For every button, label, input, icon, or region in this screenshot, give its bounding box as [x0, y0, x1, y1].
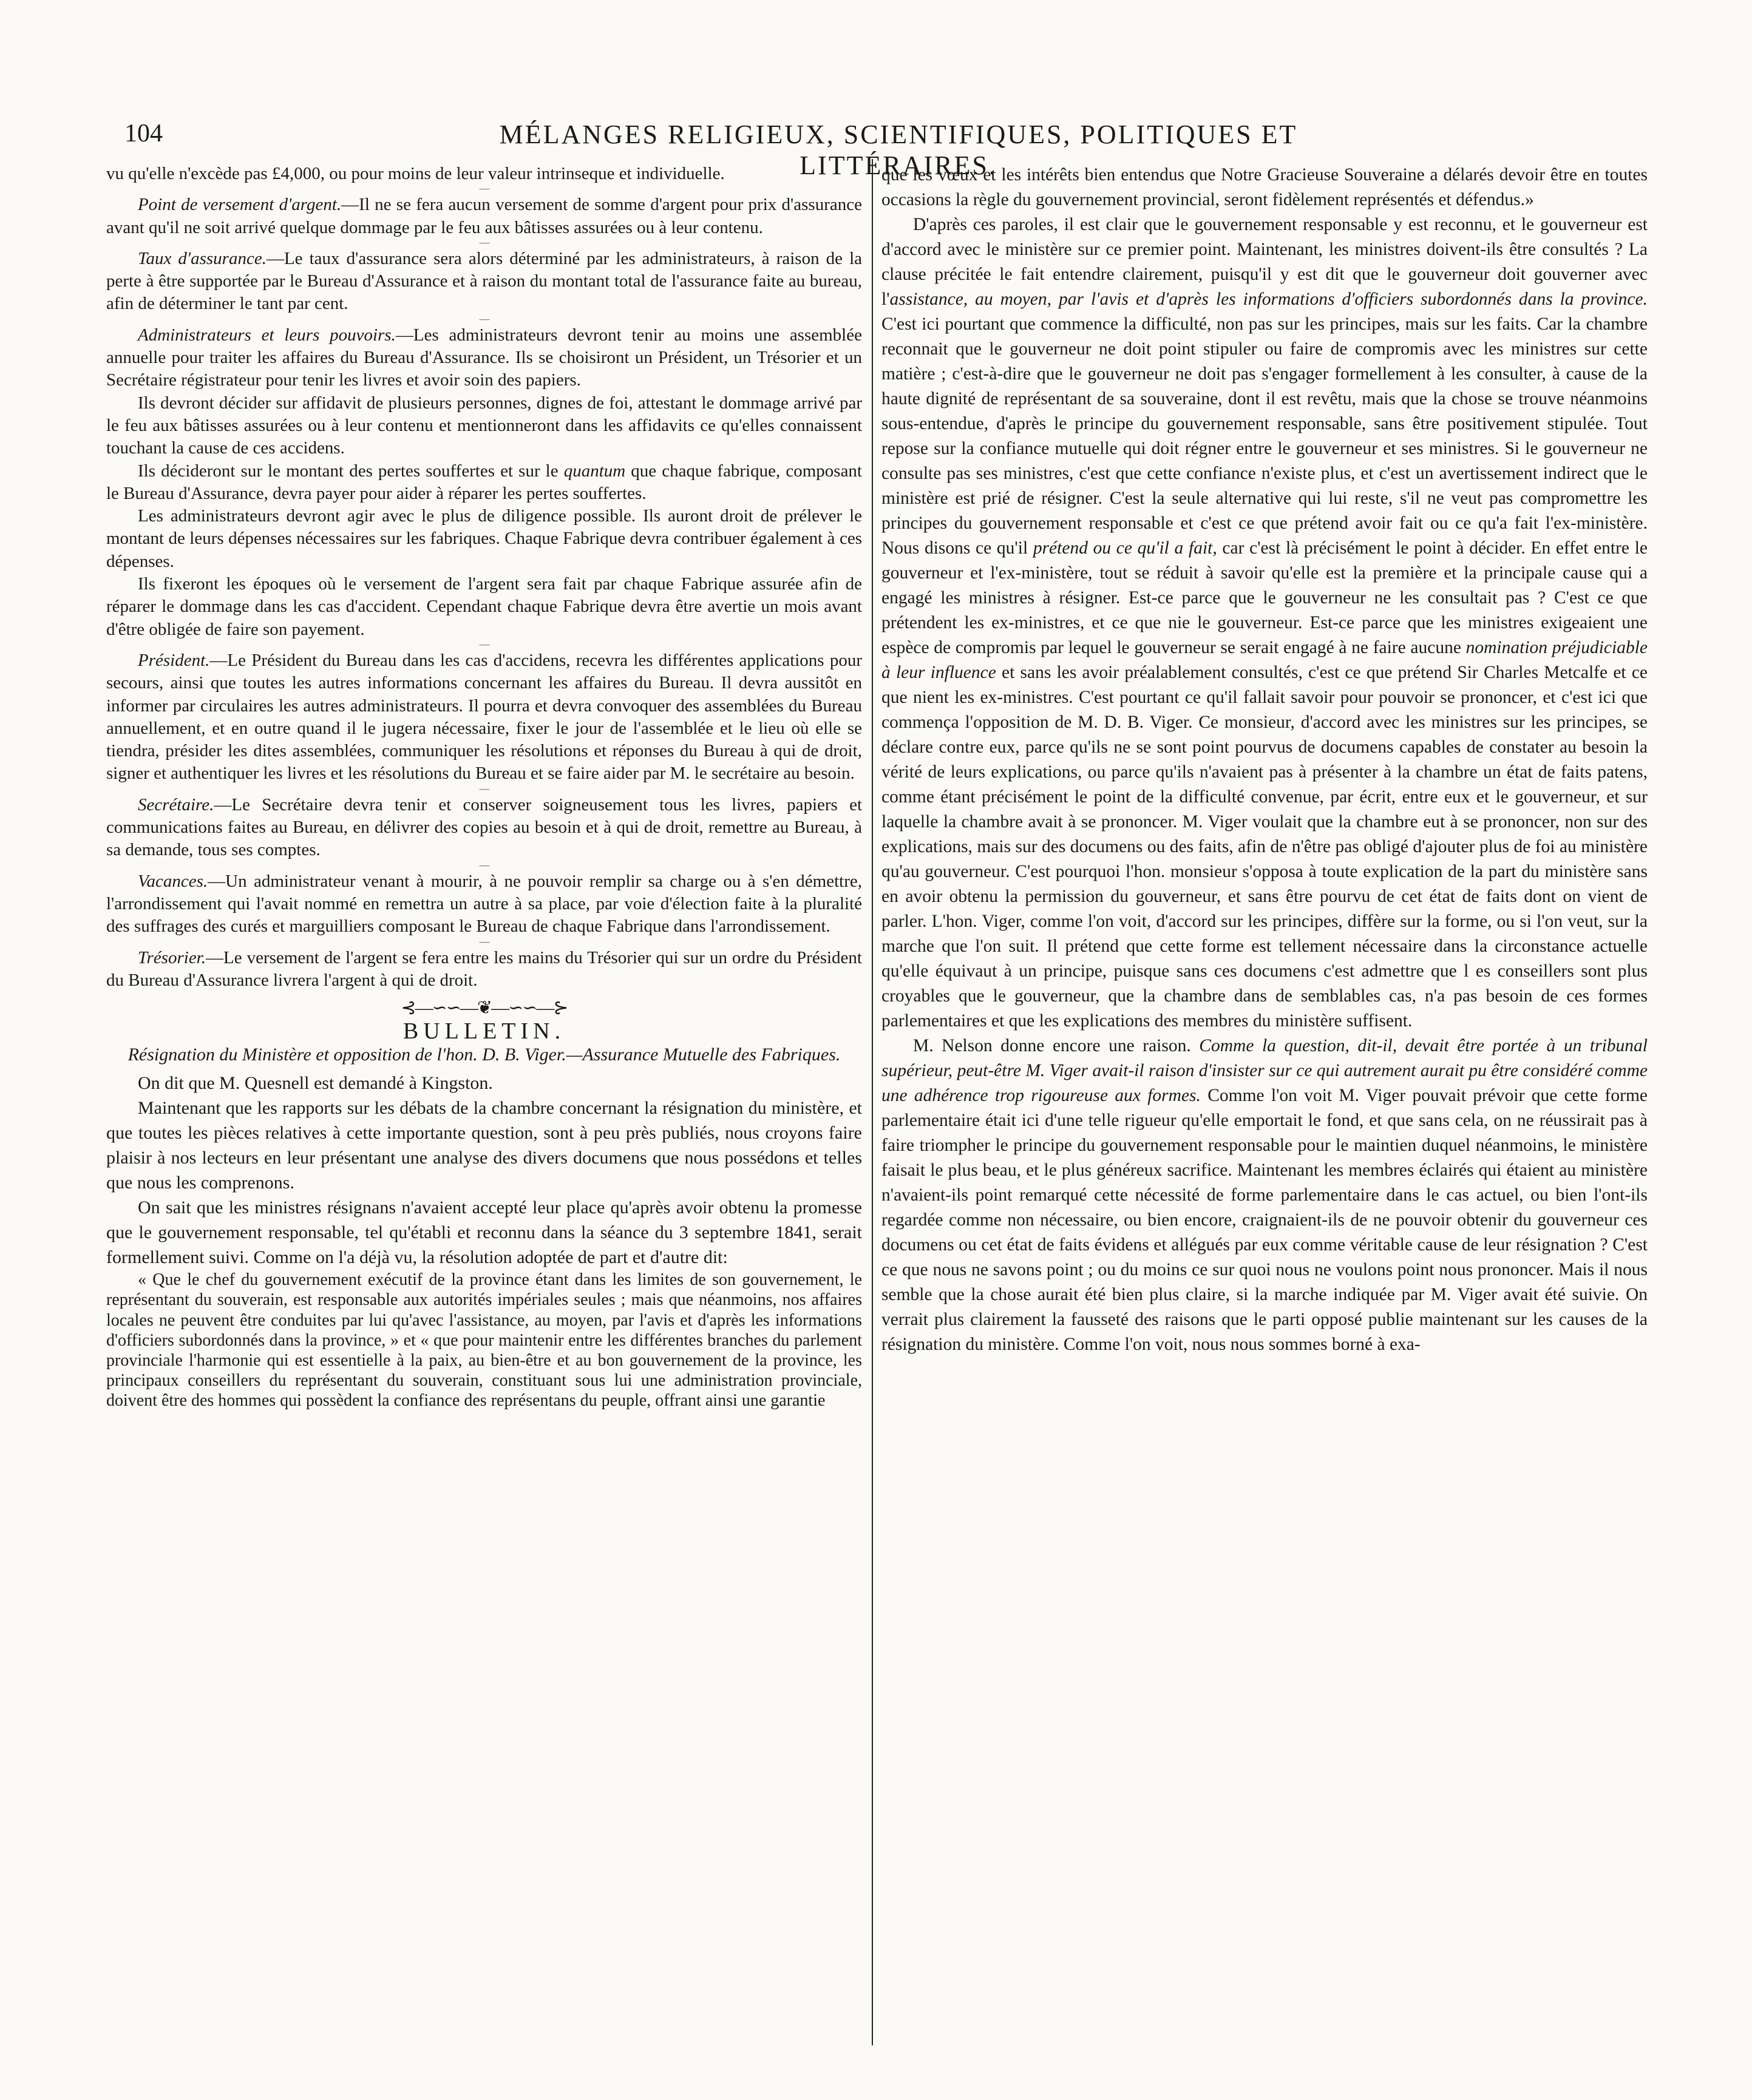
text-run: car c'est là précisément le point à décider. En effet entre le gouverneur et l'ex-ministère, tout se réduit à savoir qu'elle est la première et la principale cause qui a engagé les ministres à résigner. Est-ce parce que le gouverneur ne les consultait pas ? C'est ce que prétendent les ex-ministres, et ce que nie le gouverneur. Est-ce parce que les ministres exigeaient une espèce de compromis par lequel le gouverneur se serait engagé à ne faire aucune — [881, 538, 1648, 657]
separator — [106, 862, 862, 870]
section-text: —Les administrateurs devront tenir au moins une assemblée annuelle pour traiter les affaires du Bureau d'Assurance. Ils se choisiront un Président, un Trésorier et un Secrétaire régistrateur pour tenir les livres et avoir soin des papiers. — [106, 325, 862, 390]
text-run: et sans les avoir préalablement consultés, c'est ce que prétend Sir Charles Metcalfe et ce que nient les ex-ministres. C'est pourtant ce qu'il fallait savoir pour pouvoir se prononcer, et c'est ici que commença l'opposition de M. D. B. Viger. Ce monsieur, d'accord avec les ministres sur les principes, se déclare contre eux, parce qu'ils ne se sont point pourvus de documens capables de constater au besoin la vérité de leurs explications, ou parce qu'ils n'avaient pas à présenter à la chambre un état de faits patens, comme étant précisément le point de la difficulté convenue, par écrit, entre eux et le gouverneur, et sur laquelle la chambre avait à se prononcer. M. Viger voulait que la chambre eut à se prononcer, non sur des explications, mais sur des documens ou des faits, afin de n'être pas obligé d'ajouter plus de foi au ministère qu'au gouverneur. C'est pourquoi l'hon. monsieur s'opposa à toute explication de la part du ministère sans en avoir obtenu la permission du gouverneur, et sans être pourvu de cet état de faits dont on vient de parler. L'hon. Viger, comme l'on voit, d'accord sur les principes, diffère sur la forme, ou si l'on veut, sur la marche que l'on suit. Il prétend que cette forme est tellement nécessaire dans la circonstance actuelle qu'elle équivaut à un principe, puisque sans ces documens c'est admettre que l es conseillers sont plus croyables que le gouverneur, que la chambre dans de semblables cas, n'a pas besoin de ces formes parlementaires et que les explications des membres du ministère suffisent. — [881, 663, 1648, 1031]
separator — [106, 641, 862, 649]
paragraph — [881, 1034, 1648, 1357]
paragraph — [106, 460, 862, 506]
section-text: —Le Président du Bureau dans les cas d'accidens, recevra les différentes applications pour secours, ainsi que toutes les autres informations concernant les affaires du Bureau. Il devra aussitôt en informer par circulaires les autres administrateurs. Il pourra et devra convoquer des assemblées du Bureau annuellement, et en outre quand il le jugera nécessaire, fixer le jour de l'assemblée et le lieu où elle se tiendra, présider les dites assemblées, communiquer les résolutions et réponses du Bureau à qui de droit, signer et authentiquer les livres et les résolutions du Bureau et se faire aider par M. le secrétaire au besoin. — [106, 650, 862, 784]
paragraph — [106, 324, 862, 392]
separator — [106, 239, 862, 248]
section-text: —Le Secrétaire devra tenir et conserver soigneusement tous les livres, papiers et communications faites au Bureau, en délivrer des copies au besoin et à qui de droit, remettre au Bureau, à sa demande, tous ses comptes. — [106, 794, 862, 860]
quoted-phrase: nomination préjudiciable à leur influence — [881, 638, 1648, 682]
separator — [106, 316, 862, 324]
latin-term: quantum — [563, 461, 626, 481]
separator — [106, 185, 862, 194]
left-column — [106, 163, 862, 2033]
paragraph — [881, 212, 1648, 1034]
paragraph: Maintenant que les rapports sur les débats de la chambre concernant la résignation du ministère, et que toutes les pièces relatives à cette importante question, sont à peu près publiés, nous croyons faire plaisir à nos lecteurs en leur présentant une analyse des divers documens que nous possédons et telles que nous les comprenons. — [106, 1098, 862, 1193]
bulletin-subtitle: Résignation du Ministère et opposition de l'hon. D. B. Viger.—Assurance Mutuelle des Fabriques. — [127, 1045, 841, 1065]
text-run: M. Nelson donne encore une raison. — [913, 1036, 1200, 1055]
paragraph: Ils devront décider sur affidavit de plusieurs personnes, dignes de foi, attestant le dommage arrivé par le feu aux bâtisses assurées ou à leur contenu et mentionneront dans les affidavits ce qu'elles connaissent touchant la cause de ces accidens. — [106, 393, 862, 458]
section-text: —Il ne se fera aucun versement de somme d'argent pour prix d'assurance avant qu'il ne soit arrivé quelque dommage par le feu aux bâtisses assurées ou à leur contenu. — [106, 195, 862, 237]
text-run: Ils décideront sur le montant des pertes souffertes et sur le — [138, 461, 564, 481]
right-column — [881, 163, 1648, 2033]
paragraph: Les administrateurs devront agir avec le plus de diligence possible. Ils auront droit de prélever le montant de leurs dépenses nécessaires sur les fabriques. Chaque Fabrique devra contribuer également à ces dépenses. — [106, 506, 862, 571]
column-rule — [872, 159, 873, 2045]
section-term: Taux d'assurance. — [138, 248, 267, 268]
paragraph — [106, 194, 862, 239]
paragraph — [106, 947, 862, 992]
paragraph: Ils fixeront les époques où le versement de l'argent sera fait par chaque Fabrique assurée afin de réparer le dommage dans les cas d'accident. Cependant chaque Fabrique devra être avertie un mois avant d'être obligée de faire son payement. — [106, 574, 862, 639]
text-run: que chaque fabrique, composant le Bureau d'Assurance, devra payer pour aider à réparer les pertes souffertes. — [106, 461, 862, 503]
section-text: —Le versement de l'argent se fera entre les mains du Trésorier qui sur un ordre du Président du Bureau d'Assurance livrera l'argent à qui de droit. — [106, 947, 862, 990]
paragraph: vu qu'elle n'excède pas £4,000, ou pour moins de leur valeur intrinseque et individuelle. — [106, 164, 725, 183]
paragraph — [106, 794, 862, 862]
separator — [106, 785, 862, 794]
paragraph: que les vœux et les intérêts bien entendus que Notre Gracieuse Souveraine a délarés devoir être en toutes occasions la règle du gouvernement provincial, seront fidèlement représentés et défendus.» — [881, 165, 1648, 209]
quoted-phrase: Comme la question, dit-il, devait être portée à un tribunal supérieur, peut-être M. Viger avait-il raison d'insister sur ce qui autrement aurait pu être considéré comme une adhérence trop rigoureuse aux formes. — [881, 1036, 1648, 1105]
quoted-phrase: assistance, au moyen, par l'avis et d'après les informations d'officiers subordonnés dans la province. — [889, 290, 1648, 309]
quotation: « Que le chef du gouvernement exécutif de la province étant dans les limites de son gouvernement, le représentant du souverain, est responsable aux autorités impériales seules ; mais que néanmoins, nos affaires locales ne peuvent être conduites par lui qu'avec l'assistance, au moyen, par l'avis et d'après les informations d'officiers subordonnés dans la province, » et « que pour maintenir entre les différentes branches du parlement provinciale l'harmonie qui est essentielle à la paix, au bien-être et au bon gouvernement de la province, les principaux conseillers du représentant du souverain, constituant sous lui une administration provinciale, doivent être des hommes qui possèdent la confiance des représentans du peuple, offrant ainsi une garantie — [106, 1270, 862, 1411]
ornament-divider: ⊰—∽∽—❦—∽∽—⊱ — [401, 998, 568, 1018]
text-run: C'est ici pourtant que commence la difficulté, non pas sur les principes, mais sur les faits. Car la chambre reconnait que le gouverneur ne doit point stipuler ou faire de compromis avec les ministres sur cette matière ; c'est-à-dire que le gouverneur ne doit pas s'engager formellement à les consulter, à cause de la haute dignité de représentant de sa souveraine, dont il est revêtu, mais que la chose se trouve néanmoins sous-entendue, d'après le principe du gouvernement responsable, sans être positivement stipulée. Tout repose sur la confiance mutuelle qui doit régner entre le gouverneur et ses ministres. Si le gouverneur ne consulte pas ses ministres, c'est que cette confiance n'existe plus, et c'est un avertissement indirect que le ministère est prié de résigner. C'est la seule alternative qui lui reste, s'il ne veut pas compromettre les principes du gouvernement responsable et c'est ce que prétend avoir fait ou ce qu'a fait l'ex-ministère. Nous disons ce qu'il — [881, 314, 1648, 558]
paragraph — [106, 649, 862, 785]
section-term: Administrateurs et leurs pouvoirs. — [138, 325, 396, 345]
quoted-phrase: prétend ou ce qu'il a fait, — [1033, 538, 1217, 558]
bulletin-heading: BULLETIN. — [402, 1018, 566, 1045]
paragraph — [106, 870, 862, 938]
paragraph — [106, 248, 862, 316]
separator — [106, 938, 862, 947]
paragraph: On sait que les ministres résignans n'avaient accepté leur place qu'après avoir obtenu la promesse que le gouvernement responsable, tel qu'établi et reconnu dans la séance du 3 septembre 1841, serait formellement suivi. Comme on l'a déjà vu, la résolution adoptée de part et d'autre dit: — [106, 1197, 862, 1268]
section-term: Trésorier. — [138, 947, 206, 967]
running-title: MÉLANGES RELIGIEUX, SCIENTIFIQUES, POLITIQUES ET LITTÉRAIRES. — [499, 120, 1298, 180]
text-run: Comme l'on voit M. Viger pouvait prévoir que cette forme parlementaire était ici d'une telle rigueur qu'elle emportait le fond, et que sans cela, on ne réussirait pas à faire triompher le principe du gouvernement responsable pour le maintien duquel néanmoins, le ministère faisait le plus beau, et le plus généreux sacrifice. Maintenant les membres éclairés qui étaient au ministère n'avaient-ils point remarqué cette nécessité de forme parlementaire dans le cas actuel, ou bien l'ont-ils regardée comme non nécessaire, ou bien encore, craignaient-ils de ne pouvoir obtenir du gouverneur ces documens ou cet état de faits évidens et allégués par eux comme véritable cause de leur résignation ? C'est ce que nous ne savons point ; ou du moins ce sur quoi nous ne voulons point nous prononcer. Mais il nous semble que la chose aurait été bien plus claire, si la marche indiquée par M. Viger avait été suivie. On verrait plus clairement la fausseté des raisons que le parti opposé publie maintenant sur les causes de la résignation du ministère. Comme l'on voit, nous nous sommes borné à exa- — [881, 1086, 1648, 1354]
section-text: —Un administrateur venant à mourir, à ne pouvoir remplir sa charge ou à s'en démettre, l'arrondissement qui l'avait nommé en remettra un autre à sa place, par voie d'élection faite à la pluralité des suffrages des curés et marguilliers composant le Bureau de chaque Fabrique dans l'arrondissement. — [106, 871, 862, 937]
section-term: Point de versement d'argent. — [138, 195, 342, 215]
section-term: Secrétaire. — [138, 794, 214, 815]
page-number: 104 — [124, 120, 163, 147]
text-run: D'après ces paroles, il est clair que le gouvernement responsable y est reconnu, et le gouverneur est d'accord avec le ministère sur ce premier point. Maintenant, les ministres doivent-ils être consultés ? La clause précitée le fait entendre clairement, puisqu'il y est dit que le gouverneur doit gouverner avec l' — [881, 215, 1648, 309]
paragraph: On dit que M. Quesnell est demandé à Kingston. — [138, 1073, 493, 1094]
section-term: Président. — [138, 650, 210, 670]
section-term: Vacances. — [138, 871, 208, 891]
section-text: —Le taux d'assurance sera alors déterminé par les administrateurs, à raison de la perte à être supportée par le Bureau d'Assurance et à raison du montant total de l'assurance faite au bureau, afin de déterminer le tant par cent. — [106, 248, 862, 314]
